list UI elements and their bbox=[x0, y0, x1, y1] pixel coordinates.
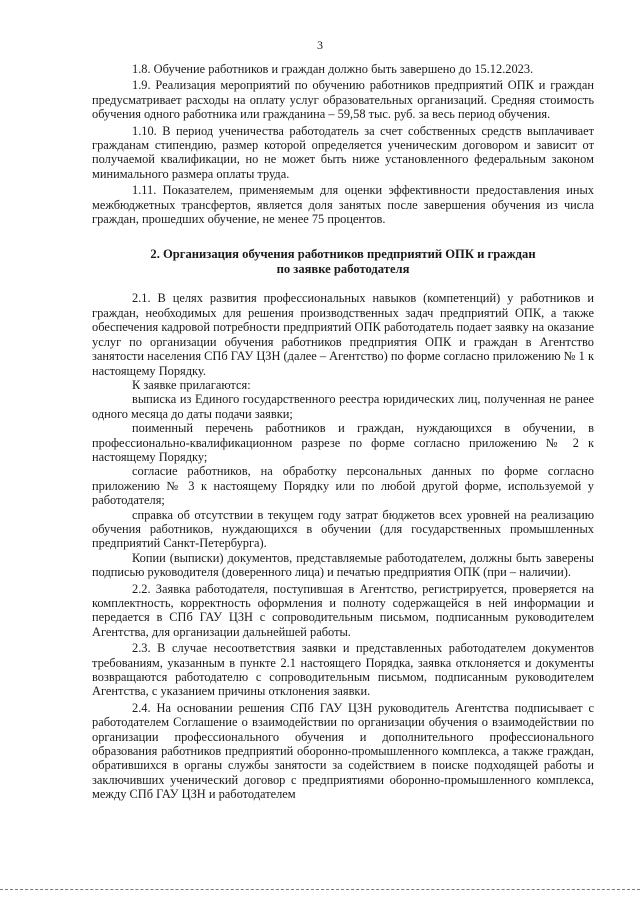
attachment-list: поименный перечень работников и граждан, нуждающихся в обучении, в профессионально-квалификационном разрезе по форме согласно приложению № 2 к настоящему Порядку; bbox=[92, 421, 594, 464]
paragraph-2-2: 2.2. Заявка работодателя, поступившая в Агентство, регистрируется, проверяется на комплектность, корректность оформления и полноту содержащейся в ней информации и передается в СПб ГАУ ЦЗН с сопроводительным письмом, подписанным руководителем Агентства, для организации дальнейшей работы. bbox=[92, 581, 594, 639]
paragraph-2-1: 2.1. В целях развития профессиональных навыков (компетенций) у работников и граждан, необходимых для решения производственных задач предприятий ОПК, а также обеспечения кадровой потребности предприятий ОПК работодатель подает заявку на оказание услуг по организации обучения работников предприятия ОПК и граждан в Агентство занятости населения СПб ГАУ ЦЗН (далее – Агентство) по форме согласно приложению № 1 к настоящему Порядку. bbox=[92, 291, 594, 378]
attachment-extract: выписка из Единого государственного реестра юридических лиц, полученная не ранее одного месяца до даты подачи заявки; bbox=[92, 392, 594, 421]
attachment-certificate: справка об отсутствии в текущем году затрат бюджетов всех уровней на реализацию обучения работников, нуждающихся в обучении (для государственных промышленных предприятий Санкт-Петербурга). bbox=[92, 507, 594, 551]
attachment-consent: согласие работников, на обработку персональных данных по форме согласно приложению № 3 к настоящему Порядку или по любой другой форме, используемой у работодателя; bbox=[92, 464, 594, 508]
attachments-intro: К заявке прилагаются: bbox=[132, 377, 251, 392]
page-number: 3 bbox=[317, 38, 323, 52]
copies-paragraph: Копии (выписки) документов, представляемые работодателем, должны быть заверены подписью руководителя (доверенного лица) и печатью предприятия ОПК (при – наличии). bbox=[92, 550, 594, 580]
section-heading-line-1: 2. Организация обучения работников предприятий ОПК и граждан bbox=[150, 247, 536, 262]
page-bottom-divider bbox=[0, 889, 640, 890]
section-heading bbox=[92, 247, 594, 277]
paragraph-1-11: 1.11. Показателем, применяемым для оценки эффективности предоставления иных межбюджетных трансфертов, является доля занятых после завершения обучения из числа граждан, прошедших обучение, не менее 75 процентов. bbox=[92, 183, 594, 227]
document-body bbox=[92, 62, 594, 802]
section-heading-line-2: по заявке работодателя bbox=[276, 262, 410, 277]
paragraph-1-10: 1.10. В период ученичества работодатель за счет собственных средств выплачивает гражданам стипендию, размер которой определяется ученическим договором и зависит от получаемой квалификации, но не может быть ниже установленного федеральным законом минимального размера оплаты труда. bbox=[92, 123, 594, 181]
paragraph-1-9: 1.9. Реализация мероприятий по обучению работников предприятий ОПК и граждан предусматривает расходы на оплату услуг образовательных организаций. Средняя стоимость обучения одного работника или гражданина – 59,58 тыс. руб. за весь период обучения. bbox=[92, 78, 594, 122]
paragraph-2-3: 2.3. В случае несоответствия заявки и представленных работодателем документов требованиям, указанным в пункте 2.1 настоящего Порядка, заявка отклоняется и документы возвращаются работодателю с сопроводительным письмом, подписанным руководителем Агентства, с указанием причины отклонения заявки. bbox=[92, 641, 594, 699]
paragraph-2-4: 2.4. На основании решения СПб ГАУ ЦЗН руководитель Агентства подписывает с работодателем Соглашение о взаимодействии по организации обучения о взаимодействии по организации профессионального обучения и дополнительного профессионального образования работников предприятий оборонно-промышленного комплекса, а также граждан, обратившихся в органы службы занятости за содействием в поиске подходящей работы и заключивших ученический договор с предприятиями оборонно-промышленного комплекса, между СПб ГАУ ЦЗН и работодателем bbox=[92, 700, 594, 802]
paragraph-1-8: 1.8. Обучение работников и граждан должно быть завершено до 15.12.2023. bbox=[132, 62, 534, 76]
